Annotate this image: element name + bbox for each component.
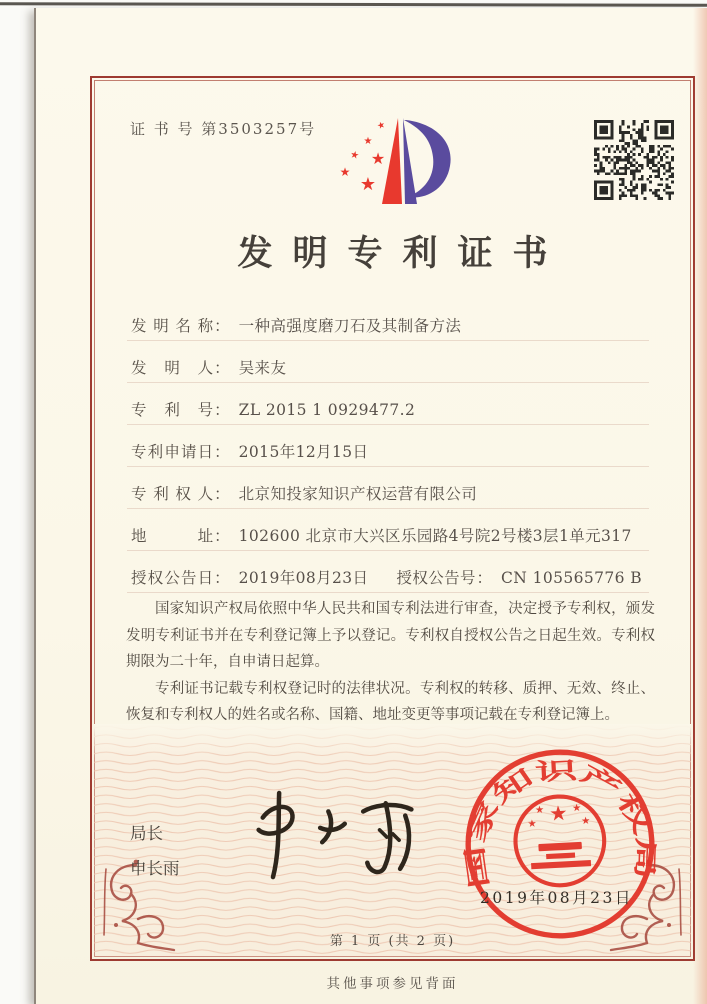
field-label: 发明名称 xyxy=(131,317,214,335)
field-row-address xyxy=(131,524,669,566)
official-seal-icon xyxy=(457,741,663,947)
field-label: 专利申请日 xyxy=(131,443,214,461)
scanner-edge-line xyxy=(0,2,707,6)
field-colon: ： xyxy=(214,569,230,587)
seal-date: 2019年08月23日 xyxy=(480,889,633,907)
field-value: CN 105565776 B xyxy=(501,569,643,587)
field-value: 102600 北京市大兴区乐园路4号院2号楼3层1单元317 xyxy=(238,527,632,545)
field-value: 吴来友 xyxy=(238,359,287,377)
field-underline xyxy=(127,424,649,425)
field-label: 授权公告日 xyxy=(131,569,214,587)
field-colon: ： xyxy=(214,443,230,461)
back-note: 其他事项参见背面 xyxy=(326,976,459,992)
svg-text:★: ★ xyxy=(571,801,582,815)
field-value: ZL 2015 1 0929477.2 xyxy=(238,401,416,419)
field-underline xyxy=(127,466,649,467)
certificate-content xyxy=(92,78,693,959)
page-number: 第 1 页 (共 2 页) xyxy=(329,934,456,949)
svg-text:★: ★ xyxy=(534,803,545,817)
field-underline xyxy=(127,550,649,551)
field-colon: ： xyxy=(214,317,230,335)
field-list xyxy=(131,314,669,608)
field-value: 北京知投家知识产权运营有限公司 xyxy=(238,485,478,503)
field-underline xyxy=(127,340,649,341)
signature-handwriting-icon xyxy=(232,782,437,886)
svg-text:★: ★ xyxy=(580,814,591,828)
field-value: 一种高强度磨刀石及其制备方法 xyxy=(238,317,462,335)
director-name: 申长雨 xyxy=(130,859,180,878)
legal-paragraph-1: 国家知识产权局依照中华人民共和国专利法进行审查，决定授予专利权，颁发发明专利证书并在专利登记簿上予以登记。专利权自授权公告之日起生效。专利权期限为二十年，自申请日起算。 xyxy=(126,601,655,670)
field-value: 2015年12月15日 xyxy=(238,443,369,461)
svg-text:★: ★ xyxy=(548,800,569,826)
field-label: 授权公告号 xyxy=(396,569,476,587)
field-label: 地址 xyxy=(131,527,214,545)
guilloche-band xyxy=(94,724,691,957)
field-underline xyxy=(127,592,649,593)
svg-text:★: ★ xyxy=(348,149,361,162)
svg-text:★: ★ xyxy=(370,149,386,168)
legal-text xyxy=(126,596,655,729)
qr-code xyxy=(594,120,674,200)
field-label: 发明人 xyxy=(131,359,214,377)
field-colon: ： xyxy=(476,569,493,587)
field-colon: ： xyxy=(214,359,230,377)
certificate-paper xyxy=(34,8,707,1004)
field-row-patentee xyxy=(131,482,669,524)
seal-title: 国家知识产权局 xyxy=(462,757,660,891)
field-colon: ： xyxy=(214,401,230,419)
svg-text:★: ★ xyxy=(527,817,538,831)
field-colon: ： xyxy=(214,485,230,503)
certificate-title: 发明专利证书 xyxy=(237,233,568,274)
legal-paragraph-2: 专利证书记载专利权登记时的法律状况。专利权的转移、质押、无效、终止、恢复和专利权人的姓名或名称、国籍、地址变更等事项记载在专利登记簿上。 xyxy=(126,680,655,723)
field-label: 专利权人 xyxy=(131,485,214,503)
field-row-patent-number xyxy=(131,398,669,440)
director-block xyxy=(130,816,180,886)
field-row-invention-name xyxy=(131,314,669,356)
certificate-number: 证 书 号 第3503257号 xyxy=(130,120,317,138)
director-title: 局长 xyxy=(130,824,163,843)
page-curl-edge xyxy=(693,8,707,1004)
field-value: 2019年08月23日 xyxy=(238,569,369,587)
field-underline xyxy=(127,508,649,509)
field-colon: ： xyxy=(214,527,230,545)
svg-text:★: ★ xyxy=(363,136,373,147)
field-grant-number xyxy=(396,569,642,587)
svg-text:★: ★ xyxy=(375,120,387,133)
field-row-inventor xyxy=(131,356,669,398)
national-emblem-icon xyxy=(513,794,606,887)
svg-text:★: ★ xyxy=(359,174,377,195)
cnipa-logo-icon xyxy=(332,106,468,220)
field-row-filing-date xyxy=(131,440,669,482)
field-underline xyxy=(127,382,649,383)
svg-text:★: ★ xyxy=(339,165,351,179)
field-label: 专利号 xyxy=(131,401,214,419)
certificate-border-frame xyxy=(90,76,695,961)
